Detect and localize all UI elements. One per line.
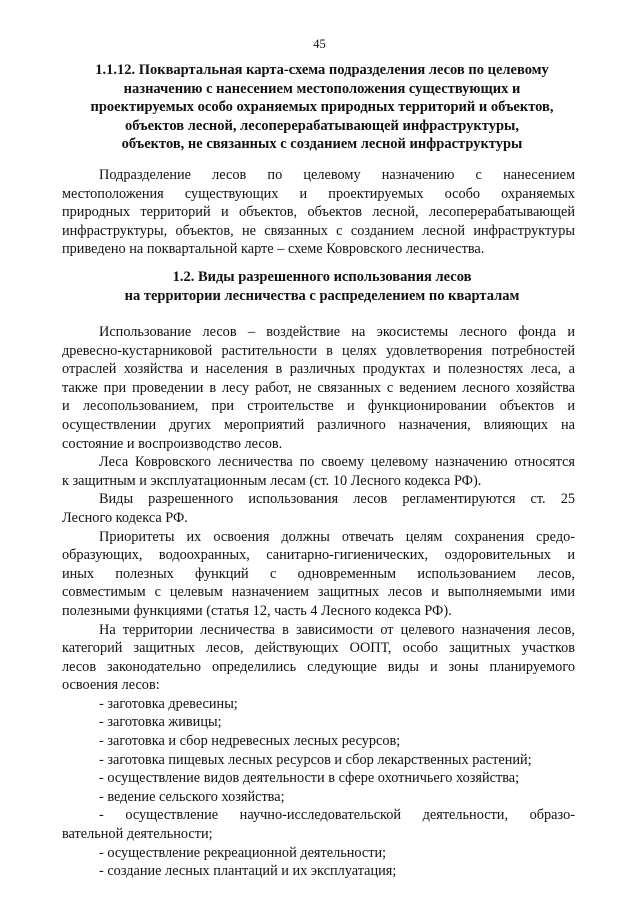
- text-line: совместимым с целевым назначением защитных лесов и выполняемыми ими: [62, 584, 575, 601]
- heading-line: назначению с нанесением местоположения существующих и: [123, 80, 521, 97]
- list-item: - заготовка и сбор недревесных лесных ресурсов;: [99, 733, 401, 750]
- text-line: Лесного кодекса РФ.: [62, 509, 188, 526]
- text-line: состояние и воспроизводство лесов.: [62, 435, 283, 452]
- heading-line: объектов, не связанных с созданием лесной инфраструктуры: [121, 136, 523, 153]
- list-item: - заготовка пищевых лесных ресурсов и сбор лекарственных растений;: [99, 751, 532, 768]
- page-number: 45: [313, 37, 326, 51]
- list-item: - создание лесных плантаций и их эксплуатация;: [99, 863, 397, 880]
- list-item: - заготовка живицы;: [99, 714, 222, 731]
- text-line: древесно-кустарниковой растительности в целях удовлетворения потребностей: [62, 342, 575, 359]
- text-line: и лесопользованием, при строительстве и функционировании объектов и: [62, 398, 575, 415]
- list-item: - осуществление научно-исследовательской деятельности, образо-: [99, 807, 575, 824]
- text-line: приведено на поквартальной карте – схеме Ковровского лесничества.: [62, 241, 485, 258]
- section-1-2-body: [62, 323, 575, 881]
- heading-line: на территории лесничества с распределением по кварталам: [124, 287, 520, 304]
- list-item-continuation: вательной деятельности;: [62, 826, 213, 843]
- text-line: лесов законодательно определились следующие виды и зоны планируемого: [62, 658, 575, 675]
- text-line: освоения лесов:: [62, 677, 160, 694]
- text-line: природных территорий и объектов, объектов лесной, лесоперерабатывающей: [62, 204, 575, 221]
- text-line: Леса Ковровского лесничества по своему целевому назначению относятся: [99, 454, 575, 471]
- list-item: - осуществление рекреационной деятельности;: [99, 844, 387, 861]
- text-line: Использование лесов – воздействие на экосистемы лесного фонда и: [99, 324, 575, 340]
- text-line: иных полезных функций с одновременным использованием лесов,: [62, 565, 575, 582]
- text-line: осуществлении других мероприятий различного назначения, влияющих на: [62, 416, 575, 433]
- section-heading-1-2: [62, 268, 582, 305]
- text-line: к защитным и эксплуатационным лесам (ст. 10 Лесного кодекса РФ).: [62, 472, 482, 489]
- heading-line: 1.2. Виды разрешенного использования лесов: [172, 269, 472, 285]
- text-line: Виды разрешенного использования лесов регламентируются ст. 25: [99, 491, 575, 508]
- text-line: Подразделение лесов по целевому назначению с нанесением: [99, 167, 575, 183]
- text-line: также при проведении в лесу работ, не связанных с ведением лесного хозяйства: [62, 379, 575, 396]
- text-line: местоположения существующих и проектируемых особо охраняемых: [62, 185, 575, 202]
- section-heading-1-1-12: [62, 61, 582, 154]
- text-line: категорий защитных лесов, действующих ООПТ, особо защитных участков: [62, 640, 575, 657]
- text-line: полезными функциями (статья 12, часть 4 Лесного кодекса РФ).: [62, 602, 452, 619]
- heading-line: объектов лесной, лесоперерабатывающей инфраструктуры,: [125, 117, 519, 134]
- list-item: - осуществление видов деятельности в сфере охотничьего хозяйства;: [99, 770, 520, 787]
- heading-line: 1.1.12. Поквартальная карта-схема подразделения лесов по целевому: [95, 62, 549, 78]
- list-item: - заготовка древесины;: [99, 695, 238, 712]
- text-line: отраслей хозяйства и населения в различных продуктах и полезностях леса, а: [62, 361, 575, 378]
- text-line: На территории лесничества в зависимости от целевого назначения лесов,: [99, 621, 575, 638]
- heading-line: проектируемых особо охраняемых природных территорий и объектов,: [90, 99, 554, 116]
- text-line: Приоритеты их освоения должны отвечать целям сохранения средо-: [99, 528, 575, 545]
- text-line: инфраструктуры, объектов, не связанных с созданием лесной инфраструктуры: [62, 222, 575, 239]
- text-line: образующих, водоохранных, санитарно-гигиенических, оздоровительных и: [62, 547, 575, 564]
- list-item: - ведение сельского хозяйства;: [99, 788, 285, 805]
- paragraph-forest-division: [62, 166, 575, 259]
